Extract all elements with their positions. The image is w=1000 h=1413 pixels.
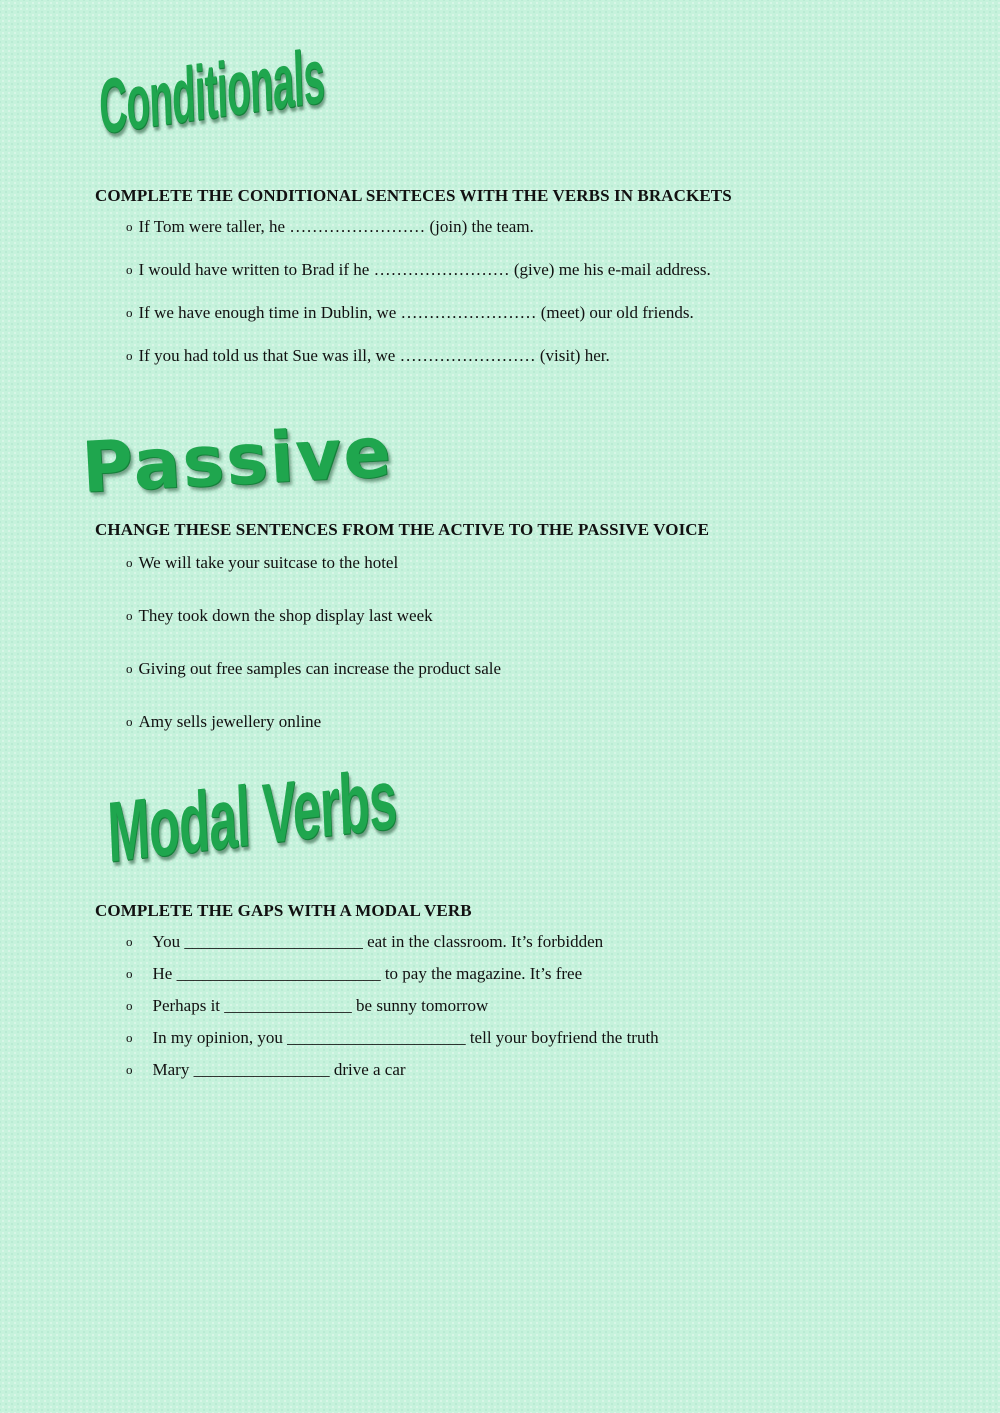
modal-verbs-heading: Modal Verbs: [105, 750, 398, 881]
item-text: If we have enough time in Dublin, we …………………… (meet) our old friends.: [138, 303, 694, 322]
bullet-icon: o: [126, 262, 133, 277]
item-text: We will take your suitcase to the hotel: [138, 553, 399, 572]
passive-item: [126, 606, 433, 626]
item-text: Perhaps it _______________ be sunny tomorrow: [152, 996, 489, 1015]
item-text: If you had told us that Sue was ill, we …………………… (visit) her.: [138, 346, 610, 365]
bullet-icon: o: [126, 219, 133, 234]
conditionals-item: [126, 217, 534, 237]
conditionals-item: [126, 303, 694, 323]
bullet-icon: o: [126, 661, 133, 676]
item-text: He ________________________ to pay the magazine. It’s free: [152, 964, 583, 983]
passive-instruction: CHANGE THESE SENTENCES FROM THE ACTIVE TO THE PASSIVE VOICE: [95, 520, 710, 539]
bullet-icon: o: [126, 714, 133, 729]
bullet-icon: o: [126, 934, 133, 949]
item-text: Mary ________________ drive a car: [152, 1060, 406, 1079]
conditionals-item: [126, 260, 711, 280]
bullet-icon: o: [126, 966, 133, 981]
conditionals-instruction: COMPLETE THE CONDITIONAL SENTECES WITH THE VERBS IN BRACKETS: [95, 186, 732, 205]
passive-item: [126, 712, 321, 732]
modal-verbs-item: [126, 1060, 406, 1080]
bullet-icon: o: [126, 998, 133, 1013]
passive-item: [126, 553, 398, 573]
conditionals-heading: Conditionals: [97, 33, 326, 152]
item-text: Amy sells jewellery online: [138, 712, 322, 731]
conditionals-item: [126, 346, 610, 366]
modal-verbs-item: [126, 932, 603, 952]
item-text: If Tom were taller, he …………………… (join) the team.: [138, 217, 534, 236]
modal-verbs-item: [126, 964, 582, 984]
item-text: I would have written to Brad if he …………………… (give) me his e-mail address.: [138, 260, 711, 279]
bullet-icon: o: [126, 305, 133, 320]
bullet-icon: o: [126, 555, 133, 570]
item-text: They took down the shop display last week: [138, 606, 433, 625]
item-text: In my opinion, you _____________________ tell your boyfriend the truth: [152, 1028, 659, 1047]
passive-heading: Passive: [79, 410, 395, 509]
bullet-icon: o: [126, 608, 133, 623]
bullet-icon: o: [126, 1062, 133, 1077]
item-text: You _____________________ eat in the classroom. It’s forbidden: [152, 932, 604, 951]
passive-item: [126, 659, 501, 679]
modal-verbs-item: [126, 1028, 659, 1048]
bullet-icon: o: [126, 348, 133, 363]
bullet-icon: o: [126, 1030, 133, 1045]
modal-verbs-item: [126, 996, 488, 1016]
item-text: Giving out free samples can increase the product sale: [138, 659, 502, 678]
modal-verbs-instruction: COMPLETE THE GAPS WITH A MODAL VERB: [95, 901, 472, 920]
